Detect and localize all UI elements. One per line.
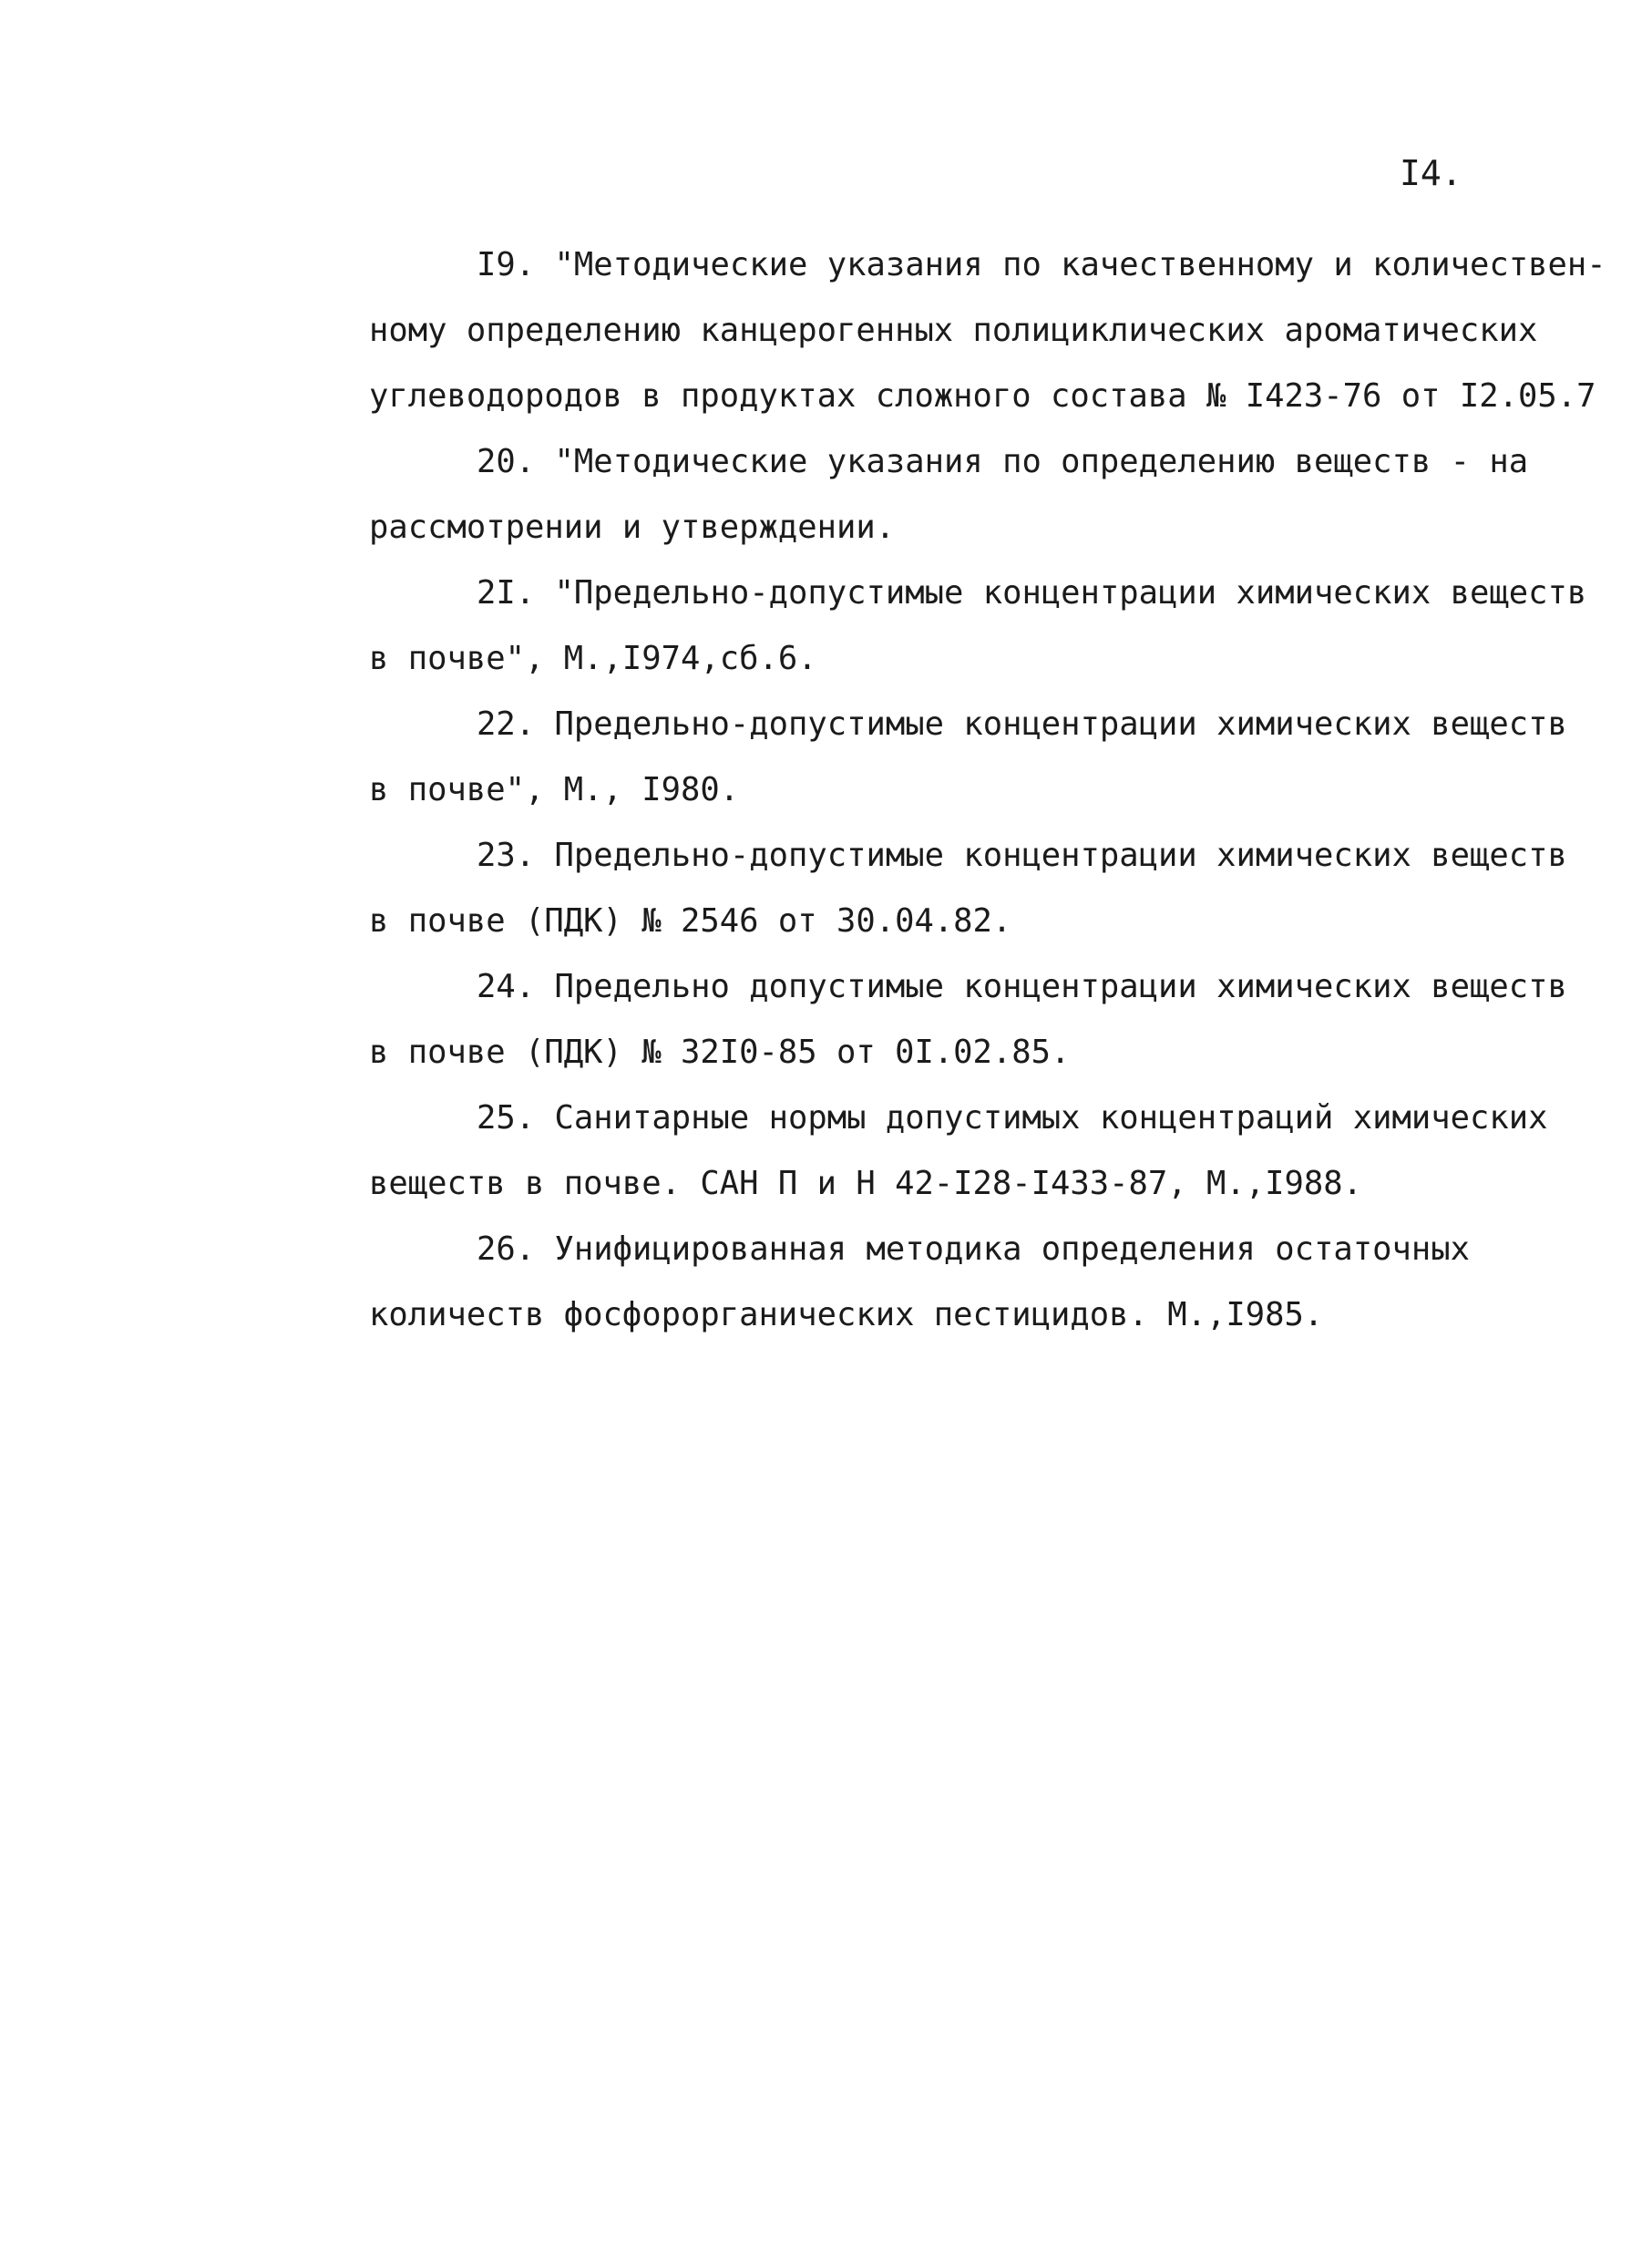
reference-entry-19 xyxy=(369,232,1640,429)
reference-line: 22. Предельно-допустимые концентрации химических веществ xyxy=(477,705,1567,743)
reference-entry-25 xyxy=(369,1086,1640,1217)
reference-entry-21 xyxy=(369,561,1640,692)
reference-line: количеств фосфорорганических пестицидов. М.,I985. xyxy=(369,1296,1324,1333)
reference-line: 20. "Методические указания по определению веществ - на xyxy=(477,443,1529,480)
reference-line: I9. "Методические указания по качественному и количествен- xyxy=(477,246,1606,283)
reference-entry-22 xyxy=(369,692,1640,823)
reference-line: веществ в почве. САН П и Н 42-I28-I433-87, М.,I988. xyxy=(369,1165,1363,1202)
reference-entry-23 xyxy=(369,823,1640,954)
reference-line: углеводородов в продуктах сложного состава № I423-76 от I2.05.7 xyxy=(369,377,1596,415)
reference-line: 26. Унифицированная методика определения остаточных xyxy=(477,1230,1471,1268)
page-number: I4. xyxy=(1400,153,1462,193)
reference-line: 25. Санитарные нормы допустимых концентраций химических xyxy=(477,1099,1548,1137)
reference-line: рассмотрении и утверждении. xyxy=(369,509,896,546)
reference-line: в почве", М.,I974,сб.6. xyxy=(369,640,817,677)
reference-line: 23. Предельно-допустимые концентрации химических веществ xyxy=(477,837,1567,874)
reference-line: ному определению канцерогенных полициклических ароматических xyxy=(369,312,1538,349)
reference-line: в почве (ПДК) № 2546 от 30.04.82. xyxy=(369,902,1012,940)
reference-list xyxy=(369,232,1640,1348)
reference-line: в почве", М., I980. xyxy=(369,771,740,808)
reference-line: 2I. "Предельно-допустимые концентрации химических веществ xyxy=(477,574,1587,612)
reference-entry-24 xyxy=(369,954,1640,1086)
reference-line: 24. Предельно допустимые концентрации химических веществ xyxy=(477,968,1567,1005)
reference-line: в почве (ПДК) № 32I0-85 от 0I.02.85. xyxy=(369,1034,1071,1071)
reference-entry-20 xyxy=(369,429,1640,561)
reference-entry-26 xyxy=(369,1217,1640,1348)
